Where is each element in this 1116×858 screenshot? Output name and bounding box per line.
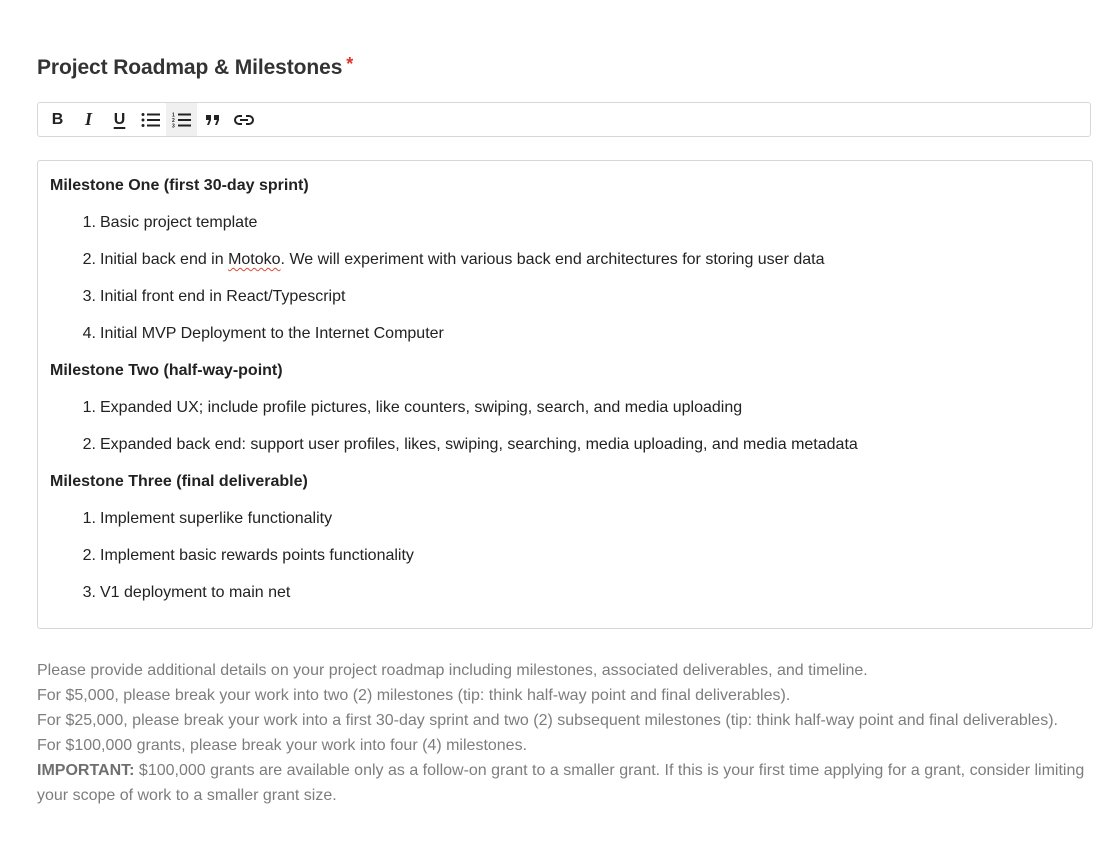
spellcheck-word[interactable]: Motoko xyxy=(228,251,281,268)
field-help-text xyxy=(37,658,1087,808)
milestone-heading: Milestone One (first 30-day sprint) xyxy=(50,177,309,194)
help-line: For $25,000, please break your work into a first 30-day sprint and two (2) subsequent milestones (tip: think half-way point and final deliverables). xyxy=(37,712,1058,729)
list-item: 2. Initial back end in Motoko. We will experiment with various back end architectures for storing user data xyxy=(82,251,825,268)
milestone-list xyxy=(50,397,1080,471)
list-item: 1. Implement superlike functionality xyxy=(82,510,333,527)
svg-text:2: 2 xyxy=(171,117,175,124)
blockquote-button[interactable] xyxy=(197,103,228,136)
svg-text:1: 1 xyxy=(171,112,175,118)
link-button[interactable] xyxy=(228,103,259,136)
milestone-heading: Milestone Two (half-way-point) xyxy=(50,362,283,379)
list-item: 1. Expanded UX; include profile pictures, like counters, swiping, search, and media uploading xyxy=(82,399,743,416)
list-item: 2. Implement basic rewards points functionality xyxy=(82,547,414,564)
milestone-list xyxy=(50,212,1080,360)
help-line: Please provide additional details on your project roadmap including milestones, associated deliverables, and timeline. xyxy=(37,662,868,679)
bullet-list-icon xyxy=(141,112,161,128)
rich-text-toolbar xyxy=(37,102,1091,137)
link-icon xyxy=(234,114,254,126)
numbered-list-icon xyxy=(172,112,192,128)
bold-button[interactable] xyxy=(42,103,73,136)
list-item: 2. Expanded back end: support user profiles, likes, swiping, searching, media uploading, and media metadata xyxy=(82,436,858,453)
bold-icon: B xyxy=(51,110,64,128)
help-line: For $5,000, please break your work into two (2) milestones (tip: think half-way point and final deliverables). xyxy=(37,687,791,704)
italic-button[interactable] xyxy=(73,103,104,136)
svg-text:3: 3 xyxy=(171,123,175,128)
important-label: IMPORTANT: xyxy=(37,762,135,779)
milestone-list xyxy=(50,508,1080,619)
underline-icon: U xyxy=(113,110,126,128)
milestone-heading: Milestone Three (final deliverable) xyxy=(50,473,308,490)
list-item: 4. Initial MVP Deployment to the Internet Computer xyxy=(82,325,444,342)
field-label xyxy=(37,54,353,80)
help-line: For $100,000 grants, please break your work into four (4) milestones. xyxy=(37,737,528,754)
help-important: IMPORTANT: $100,000 grants are available only as a follow-on grant to a smaller grant. If this is your first time applying for a grant, consider limiting your scope of work to a smaller grant size. xyxy=(37,762,1085,804)
bullet-list-button[interactable] xyxy=(135,103,166,136)
roadmap-editor[interactable] xyxy=(37,160,1093,629)
underline-button[interactable] xyxy=(104,103,135,136)
required-marker: * xyxy=(346,54,354,74)
italic-icon: I xyxy=(84,109,92,129)
list-item: 1. Basic project template xyxy=(82,214,258,231)
list-item: 3. Initial front end in React/Typescript xyxy=(82,288,346,305)
numbered-list-button[interactable] xyxy=(166,103,197,136)
quote-icon xyxy=(205,114,221,126)
list-item: 3. V1 deployment to main net xyxy=(82,584,291,601)
field-label-text: Project Roadmap & Milestones xyxy=(37,56,343,79)
